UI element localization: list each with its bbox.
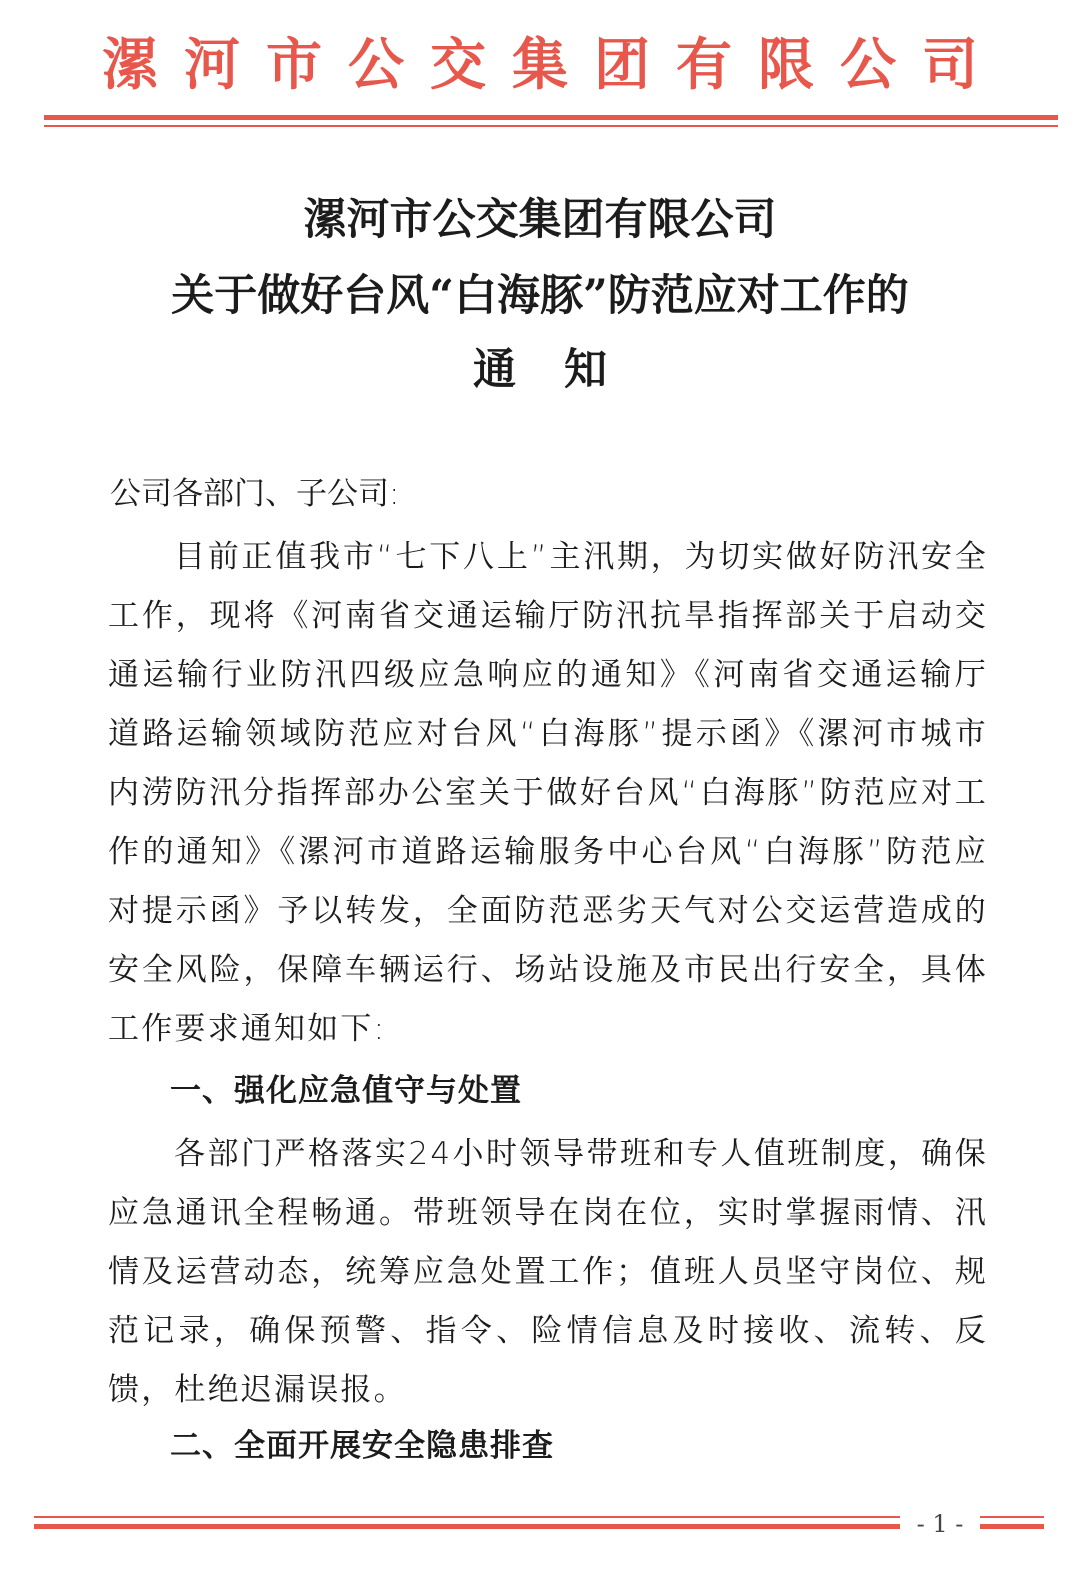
section-heading-2: 二、全面开展安全隐患排查 [170,1428,554,1464]
page-number: - 1 - [900,1504,980,1544]
section-heading-1: 一、强化应急值守与处置 [170,1073,522,1109]
salutation: 公司各部门、子公司: [110,476,400,512]
intro-paragraph: 目前正值我市“七下八上”主汛期，为切实做好防汛安全工作，现将《河南省交通运输厅防汛抗旱指挥部关于启动交通运输行业防汛四级应急响应的通知》《河南省交通运输厅道路运输领域防范应对台风“白海豚”提示函》《漯河市城市内涝防汛分指挥部办公室关于做好台风“白海豚”防范应对工作的通知》《漯河市道路运输服务中心台风“白海豚”防范应对提示函》予以转发，全面防范恶劣天气对公交运营造成的安全风险，保障车辆运行、场站设施及市民出行安全，具体工作要求通知如下: [108,539,988,1047]
footer-rule-thick [34,1524,1044,1529]
letterhead-rule-thin [44,125,1058,127]
footer-rule-thin [34,1516,1044,1518]
document-title-line-3: 通知 [473,345,655,395]
letterhead-company-name: 漯河市公交集团有限公司 [102,33,1004,98]
section-1-paragraph: 各部门严格落实24小时领导带班和专人值班制度，确保应急通讯全程畅通。带班领导在岗在位，实时掌握雨情、汛情及运营动态，统筹应急处置工作；值班人员坚守岗位、规范记录，确保预警、指令、险情信息及时接收、流转、反馈，杜绝迟漏误报。 [108,1136,988,1408]
document-title-line-1: 漯河市公交集团有限公司 [303,195,777,245]
document-title-line-2: 关于做好台风“白海豚”防范应对工作的 [171,271,909,321]
letterhead-rule-thick [44,115,1058,120]
